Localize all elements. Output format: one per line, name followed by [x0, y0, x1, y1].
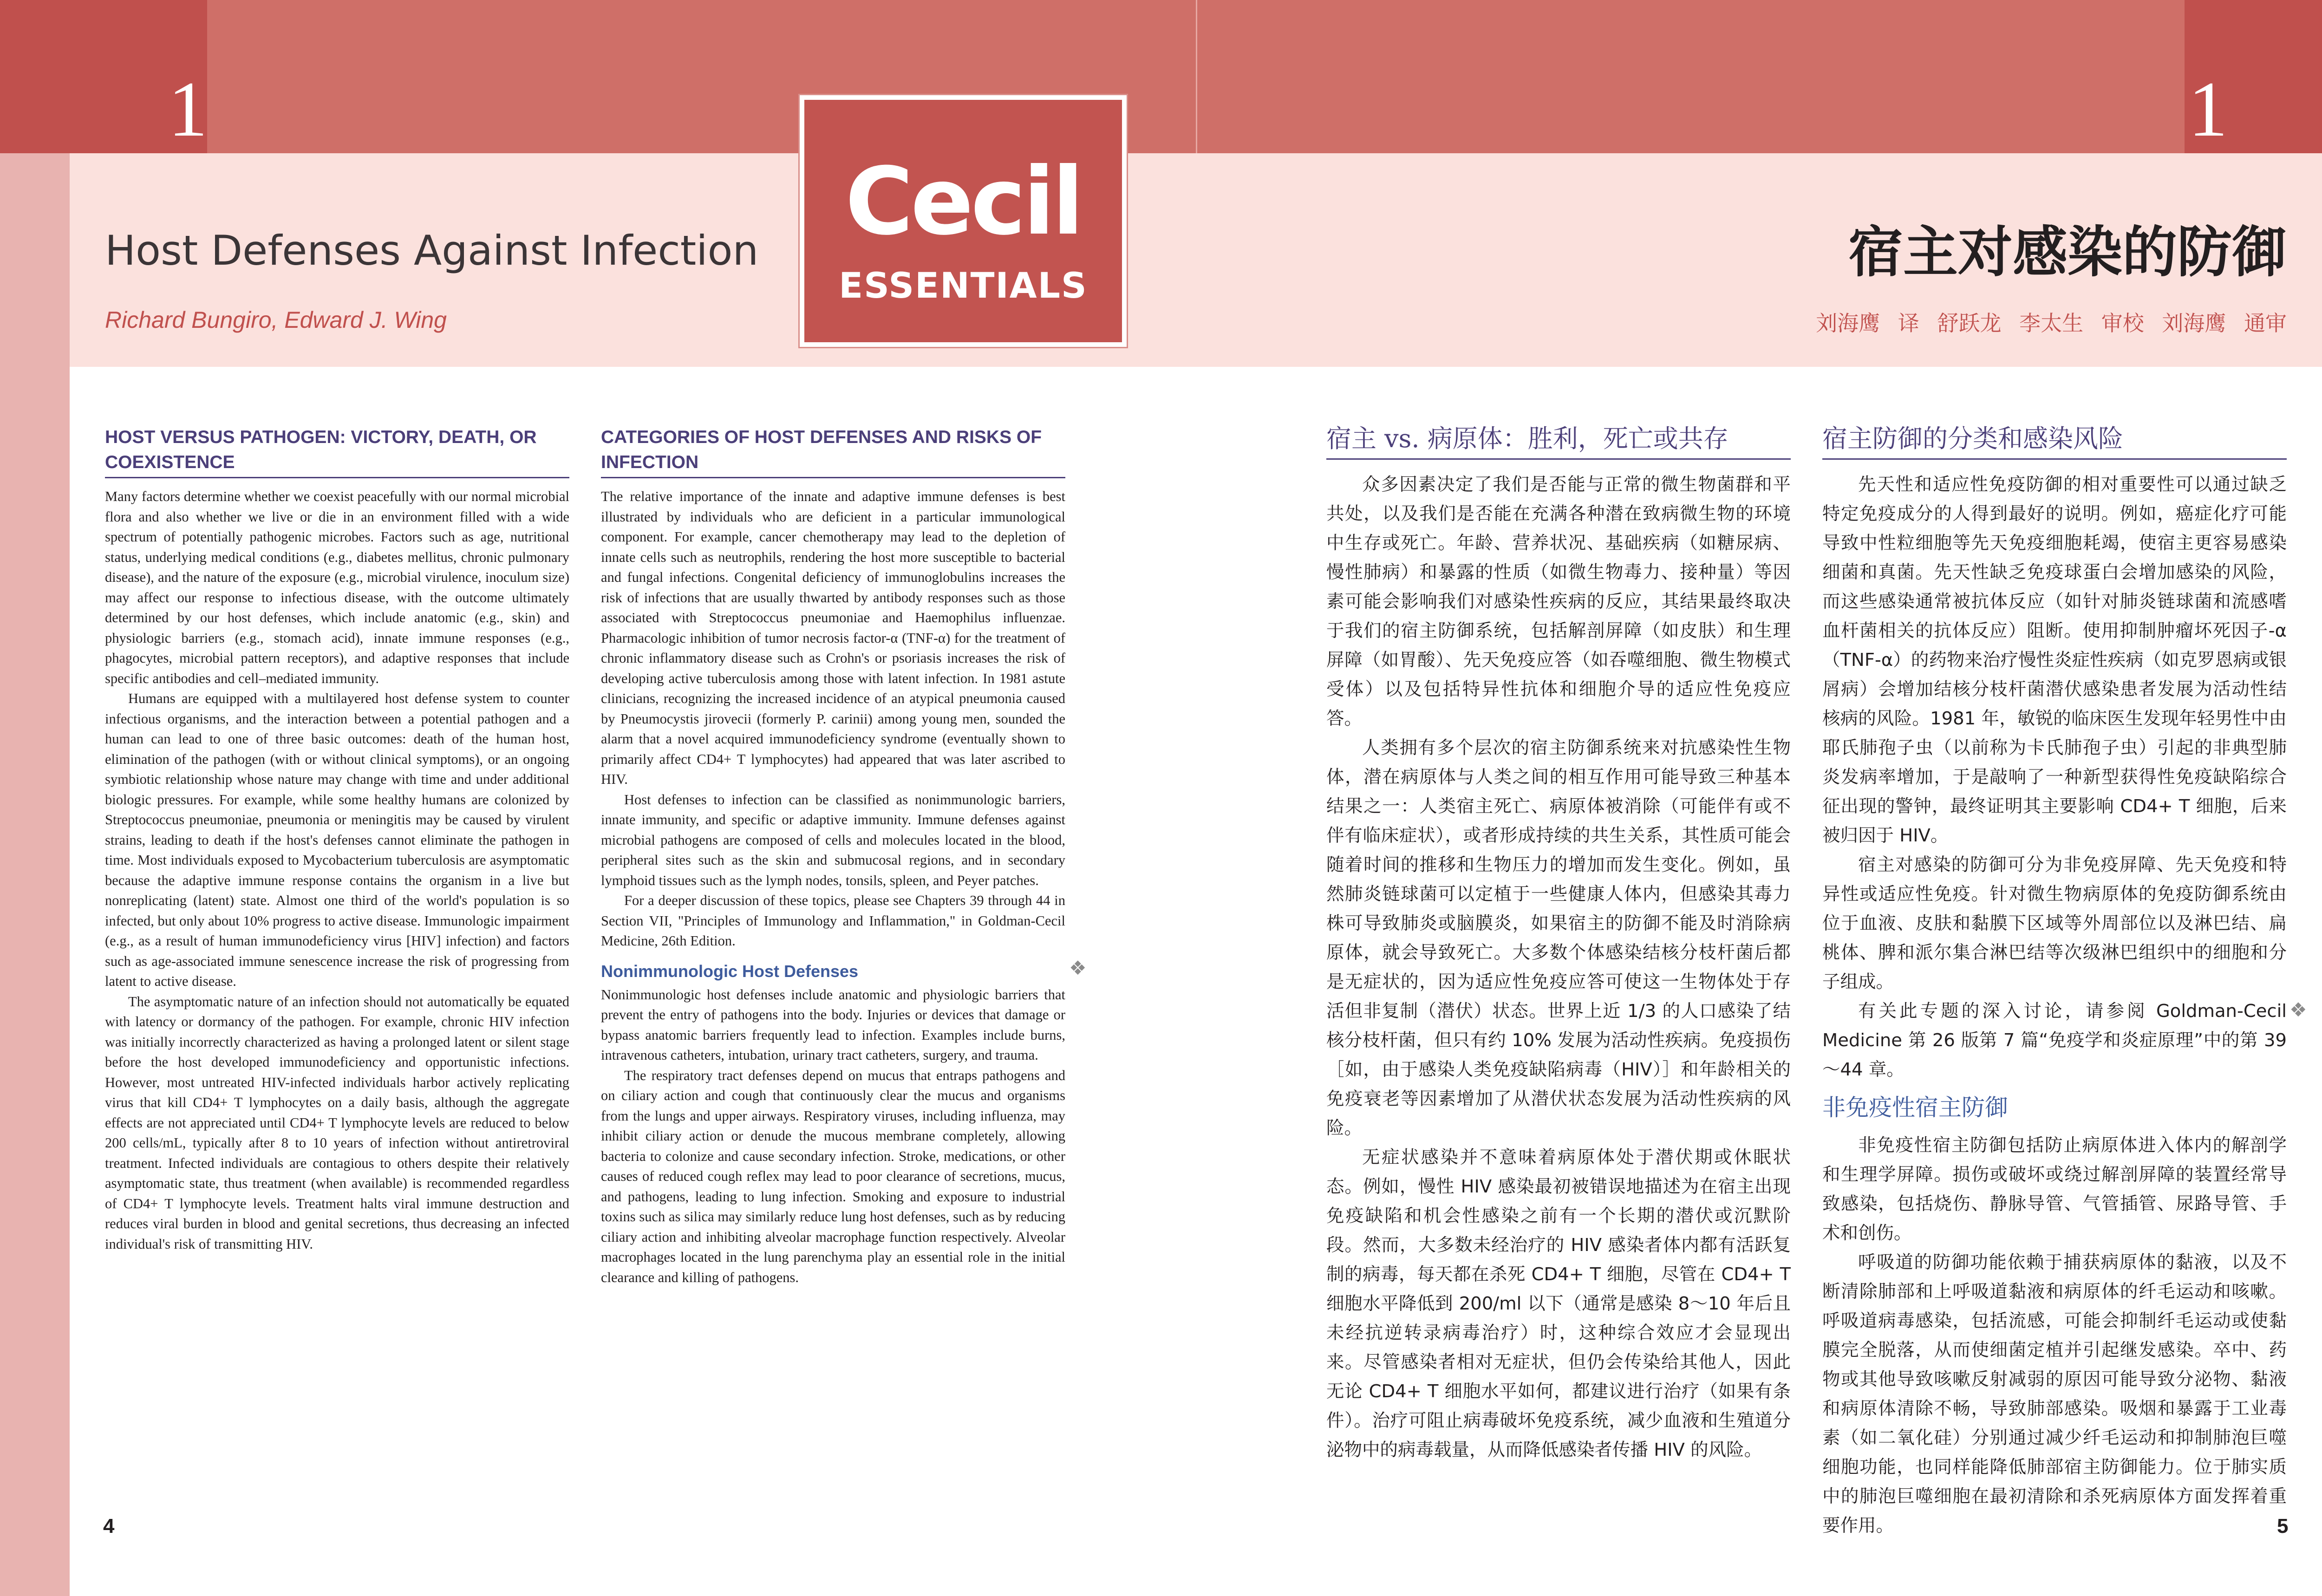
cross-reference-diamond-icon: ❖: [1069, 957, 1087, 979]
section-heading-host-vs-pathogen-zh: 宿主 vs. 病原体：胜利，死亡或共存: [1326, 420, 1791, 460]
chapter-number-right: 1: [2188, 65, 2228, 153]
left-margin-band: [0, 153, 70, 1596]
section-heading-categories-zh: 宿主防御的分类和感染风险: [1822, 420, 2287, 460]
english-column-2: [601, 425, 1065, 1288]
cross-reference-diamond-icon-zh: ❖: [2289, 998, 2307, 1021]
cecil-essentials-logo: [800, 95, 1127, 347]
chapter-title-en: Host Defenses Against Infection: [105, 227, 759, 274]
chinese-column-2: [1822, 420, 2287, 1540]
page-number-left: 4: [103, 1515, 115, 1537]
subheading-nonimmunologic-zh: 非免疫性宿主防御: [1822, 1094, 2008, 1121]
paragraph: The asymptomatic nature of an infection should not automatically be equated with latency or dormancy of the pathogen. For example, chronic HIV infection was initially incorrectly characterized as having a prolonged latent or silent stage before the host developed immunodeficiency and opportunistic infections. However, most untreated HIV-infected individuals harbor actively replicating virus that kill CD4+ T lymphocytes on a daily basis, although the aggregate effects are not appreciated until CD4+ T lymphocyte levels are reduced to below 200 cells/mL, typically after 8 to 10 years of infection without antiretroviral treatment. Infected individuals are contagious to others despite their relatively asymptomatic state, thus treatment (when available) is recommended regardless of CD4+ T lymphocyte levels. Treatment halts viral immune destruction and reduces viral burden in blood and genital secretions, thus decreasing an infected individual's risk of transmitting HIV.: [105, 993, 569, 1252]
paragraph: Host defenses to infection can be classified as nonimmunologic barriers, innate immunity, and specific or adaptive immunity. Immune defenses against microbial pathogens are composed of cells and molecules located in the blood, peripheral sites such as the skin and submucosal regions, and in secondary lymphoid tissues such as the lymph nodes, tonsils, spleen, and Peyer patches.: [601, 791, 1065, 888]
chapter-title-zh: 宿主对感染的防御: [1848, 220, 2287, 284]
paragraph: 有关此专题的深入讨论，请参阅 Goldman-Cecil Medicine 第 26 版第 7 篇“免疫学和炎症原理”中的第 39～44 章。: [1822, 1001, 2287, 1080]
paragraph: 呼吸道的防御功能依赖于捕获病原体的黏液，以及不断清除肺部和上呼吸道黏液和病原体的纤毛运动和咳嗽。呼吸道病毒感染，包括流感，可能会抑制纤毛运动或使黏膜完全脱落，从而使细菌定植并引起继发感染。卒中、药物或其他导致咳嗽反射减弱的原因可能导致分泌物、黏液和病原体清除不畅，导致肺部感染。吸烟和暴露于工业毒素（如二氧化硅）分别通过减少纤毛运动和抑制肺泡巨噬细胞功能，也同样能降低肺部宿主防御能力。位于肺实质中的肺泡巨噬细胞在最初清除和杀死病原体方面发挥着重要作用。: [1822, 1252, 2287, 1536]
paragraph: Humans are equipped with a multilayered host defense system to counter infectious organisms, and the interaction between a potential pathogen and a human can lead to one of three basic outcomes: death of the human host, elimination of the pathogen (with or without clinical symptoms), or an ongoing symbiotic relationship whose nature may change with time and under additional biologic pressures. For example, while some healthy humans are colonized by Streptococcus pneumoniae, pneumonia or meningitis may be caused by virulent strains, leading to death if the host's defenses cannot eliminate the pathogen in time. Most individuals exposed to Mycobacterium tuberculosis are asymptomatic because the adaptive immune response contains the organism in a live but nonreplicating (latent) state. Almost one third of the world's population is so infected, but only about 10% progress to active disease. Immunologic impairment (e.g., as a result of human immunodeficiency virus [HIV] infection) and factors such as age-associated immune senescence increase the risk of progressing from latent to active disease.: [105, 691, 569, 989]
logo-wordmark: Cecil: [845, 148, 1082, 256]
paragraph: 众多因素决定了我们是否能与正常的微生物菌群和平共处，以及我们是否能在充满各种潜在致病微生物的环境中生存或死亡。年龄、营养状况、基础疾病（如糖尿病、慢性肺病）和暴露的性质（如微生物毒力、接种量）等因素可能会影响我们对感染性疾病的反应，其结果最终取决于我们的宿主防御系统，包括解剖屏障（如皮肤）和生理屏障（如胃酸）、先天免疫应答（如吞噬细胞、微生物模式受体）以及包括特异性抗体和细胞介导的适应性免疫应答。: [1326, 474, 1791, 729]
english-column-1: [105, 425, 569, 1254]
paragraph: 无症状感染并不意味着病原体处于潜伏期或休眠状态。例如，慢性 HIV 感染最初被错误地描述为在宿主出现免疫缺陷和机会性感染之前有一个长期的潜伏或沉默阶段。然而，大多数未经治疗的 HIV 感染者体内都有活跃复制的病毒，每天都在杀死 CD4+ T 细胞，尽管在 CD4+ T 细胞水平降低到 200/ml 以下（通常是感染 8～10 年后且未经抗逆转录病毒治疗）时，这种综合效应才会显现出来。尽管感染者相对无症状，但仍会传染给其他人，因此无论 CD4+ T 细胞水平如何，都建议进行治疗（如果有条件）。治疗可阻止病毒破坏免疫系统，减少血液和生殖道分泌物中的病毒载量，从而降低感染者传播 HIV 的风险。: [1326, 1147, 1791, 1460]
paragraph: 人类拥有多个层次的宿主防御系统来对抗感染性生物体，潜在病原体与人类之间的相互作用可能导致三种基本结果之一：人类宿主死亡、病原体被消除（可能伴有或不伴有临床症状），或者形成持续的共生关系，其性质可能会随着时间的推移和生物压力的增加而发生变化。例如，虽然肺炎链球菌可以定植于一些健康人体内，但感染其毒力株可导致肺炎或脑膜炎，如果宿主的防御不能及时消除病原体，就会导致死亡。大多数个体感染结核分枝杆菌后都是无症状的，因为适应性免疫应答可使这一生物体处于存活但非复制（潜伏）状态。世界上近 1/3 的人口感染了结核分枝杆菌，但只有约 10% 发展为活动性疾病。免疫损伤［如，由于感染人类免疫缺陷病毒（HIV）］和年龄相关的免疫衰老等因素增加了从潜伏状态发展为活动性疾病的风险。: [1326, 737, 1791, 1139]
paragraph: 非免疫性宿主防御包括防止病原体进入体内的解剖学和生理学屏障。损伤或破坏或绕过解剖屏障的装置经常导致感染，包括烧伤、静脉导管、气管插管、尿路导管、手术和创伤。: [1822, 1135, 2287, 1244]
subheading-nonimmunologic: Nonimmunologic Host Defenses: [601, 961, 859, 981]
page-number-right: 5: [2277, 1515, 2289, 1537]
authors-zh: 刘海鹰 译 舒跃龙 李太生 审校 刘海鹰 通审: [1816, 311, 2287, 336]
top-band: [0, 0, 2322, 153]
paragraph: 宿主对感染的防御可分为非免疫屏障、先天免疫和特异性或适应性免疫。针对微生物病原体的免疫防御系统由位于血液、皮肤和黏膜下区域等外周部位以及淋巴结、扁桃体、脾和派尔集合淋巴结等次级淋巴组织中的细胞和分子组成。: [1822, 854, 2287, 992]
logo-subtitle: ESSENTIALS: [839, 265, 1088, 306]
paragraph: 先天性和适应性免疫防御的相对重要性可以通过缺乏特定免疫成分的人得到最好的说明。例如，癌症化疗可能导致中性粒细胞等先天免疫细胞耗竭，使宿主更容易感染细菌和真菌。先天性缺乏免疫球蛋白会增加感染的风险，而这些感染通常被抗体反应（如针对肺炎链球菌和流感嗜血杆菌相关的抗体反应）阻断。使用抑制肿瘤坏死因子-α（TNF-α）的药物来治疗慢性炎症性疾病（如克罗恩病或银屑病）会增加结核分枝杆菌潜伏感染患者发展为活动性结核病的风险。1981 年，敏锐的临床医生发现年轻男性中由耶氏肺孢子虫（以前称为卡氏肺孢子虫）引起的非典型肺炎发病率增加，于是敲响了一种新型获得性免疫缺陷综合征出现的警钟，最终证明其主要影响 CD4+ T 细胞，后来被归因于 HIV。: [1822, 474, 2287, 846]
paragraph: Nonimmunologic host defenses include anatomic and physiologic barriers that prevent the entry of pathogens into the body. Injuries or devices that damage or bypass anatomic barriers frequently lead to infection. Examples include burns, intravenous catheters, intubation, urinary tract catheters, surgery, and trauma.: [601, 986, 1065, 1063]
paragraph: The respiratory tract defenses depend on mucus that entraps pathogens and on ciliary action and cough that continuously clear the mucus and organisms from the lungs and upper airways. Respiratory viruses, including influenza, may inhibit ciliary action or denude the mucous membrane completely, allowing bacteria to colonize and cause secondary infection. Stroke, medications, or other causes of reduced cough reflex may lead to poor clearance of secretions, mucus, and pathogens, leading to lung infection. Smoking and exposure to industrial toxins such as silica may similarly reduce lung host defenses, such as by reducing ciliary action and inhibiting alveolar macrophage function respectively. Alveolar macrophages located in the lung parenchyma play an essential role in the initial clearance and killing of pathogens.: [601, 1067, 1065, 1285]
paragraph: Many factors determine whether we coexist peacefully with our normal microbial flora and also whether we live or die in an environment filled with a wide spectrum of potentially pathogenic microbes. Factors such as age, nutritional status, underlying medical conditions (e.g., diabetes mellitus, chronic pulmonary disease), and the nature of the exposure (e.g., microbial virulence, inoculum size) may affect our response to infectious disease, with the outcome ultimately determined by our host defenses, which include anatomic (e.g., skin) and physiologic barriers (e.g., stomach acid), innate immune responses (e.g., phagocytes, microbial pattern receptors), and adaptive responses that include specific antibodies and cell–mediated immunity.: [105, 489, 569, 686]
chinese-column-1: [1326, 420, 1791, 1465]
authors-en: Richard Bungiro, Edward J. Wing: [105, 307, 447, 333]
chapter-number-left: 1: [168, 65, 208, 153]
section-heading-host-vs-pathogen: HOST VERSUS PATHOGEN: VICTORY, DEATH, OR COEXISTENCE: [105, 425, 569, 478]
paragraph: The relative importance of the innate and adaptive immune defenses is best illustrated by individuals who are deficient in a particular immunological component. For example, cancer chemotherapy may lead to the depletion of innate cells such as neutrophils, rendering the host more susceptible to bacterial and fungal infections. Congenital deficiency of immunoglobulins increases the risk of infections that are usually thwarted by antibody responses such as those associated with Streptococcus pneumoniae and Haemophilus influenzae. Pharmacologic inhibition of tumor necrosis factor-α (TNF-α) for the treatment of chronic inflammatory disease such as Crohn's or psoriasis increases the risk of developing active tuberculosis among those with latent infection. In 1981 astute clinicians, recognizing the increased incidence of an atypical pneumonia caused by Pneumocystis jirovecii (formerly P. carinii) among young men, sounded the alarm that a novel acquired immunodeficiency syndrome (eventually shown to primarily affect CD4+ T lymphocytes) had appeared that was later ascribed to HIV.: [601, 489, 1065, 787]
section-heading-categories: CATEGORIES OF HOST DEFENSES AND RISKS OF INFECTION: [601, 425, 1065, 478]
paragraph: For a deeper discussion of these topics, please see Chapters 39 through 44 in Section VII, "Principles of Immunology and Inflammation," in Goldman-Cecil Medicine, 26th Edition.: [601, 892, 1065, 949]
spine-divider: [1196, 0, 1197, 153]
